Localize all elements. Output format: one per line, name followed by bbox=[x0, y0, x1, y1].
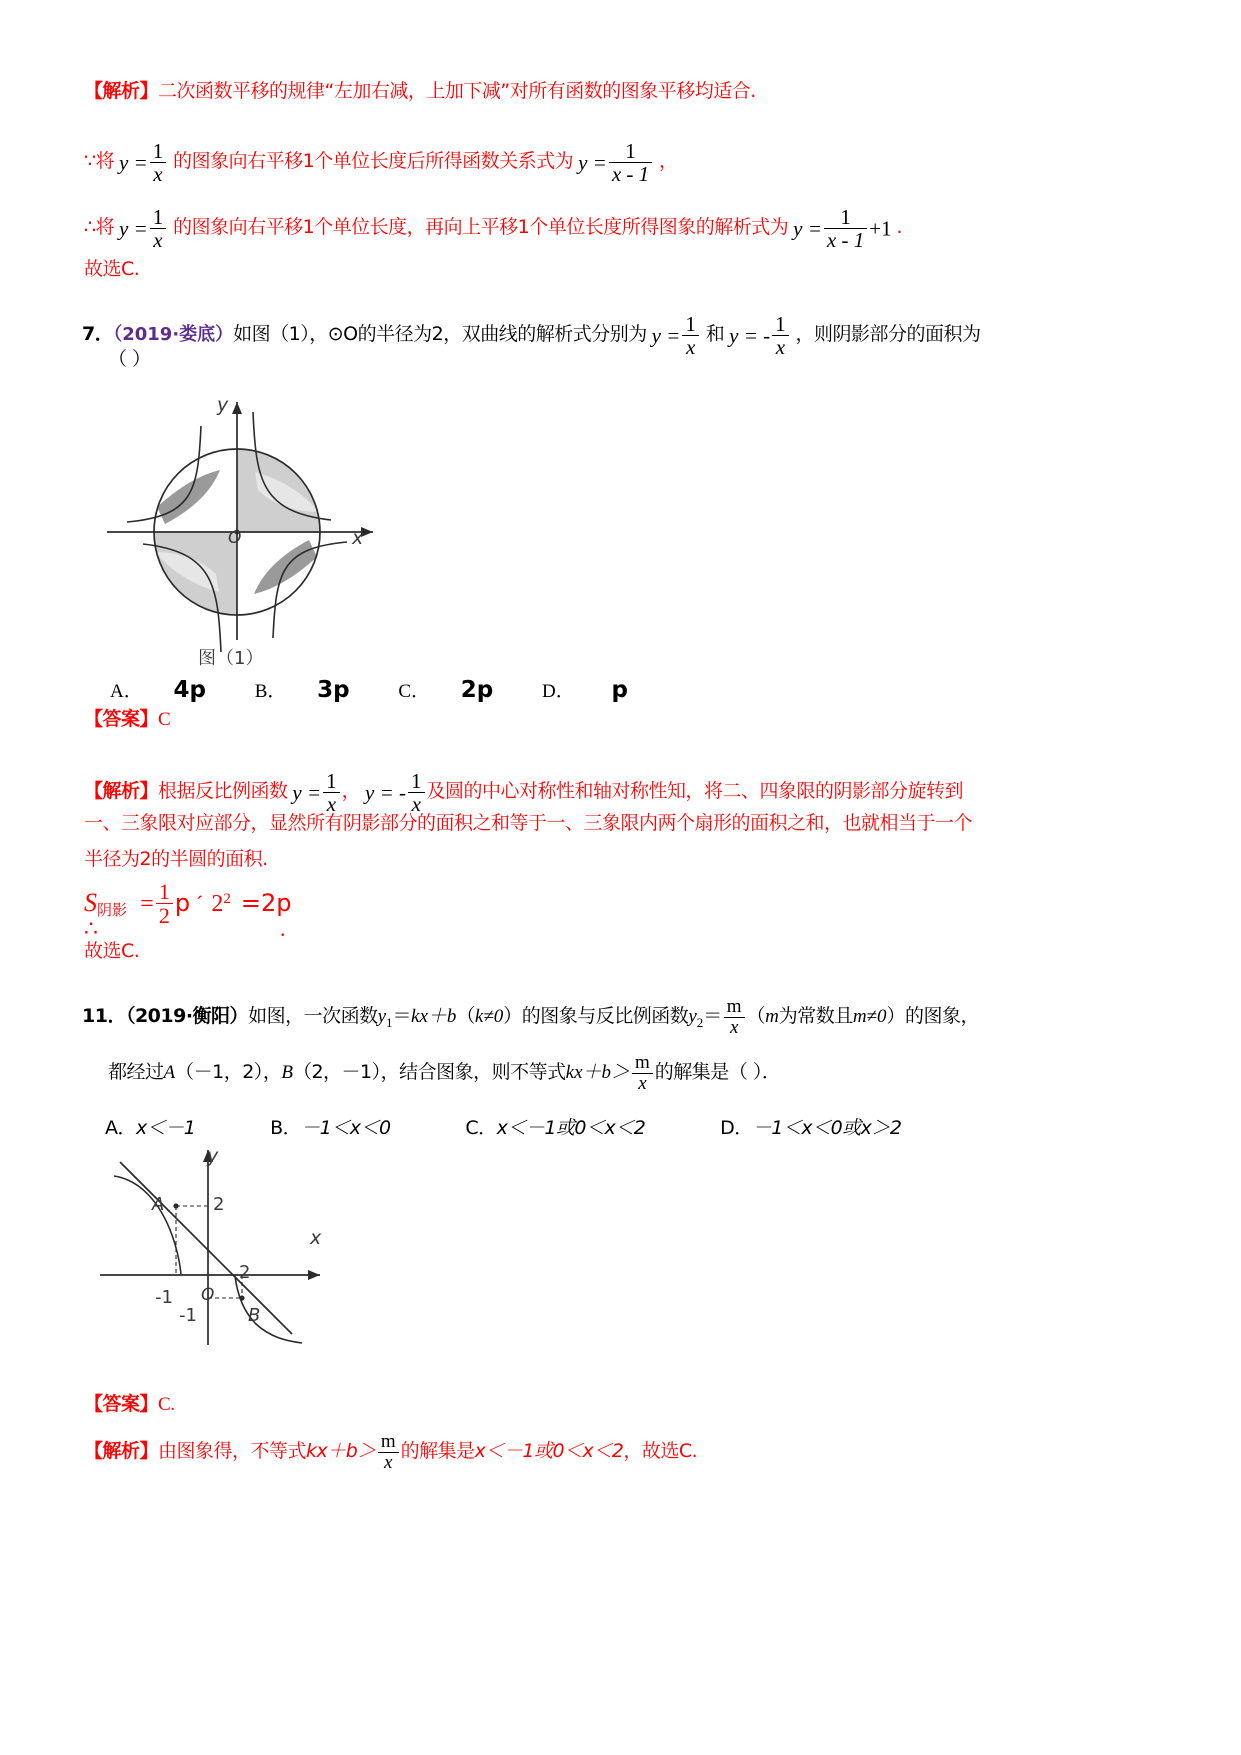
problem7-formula-2: y = - $\frac{1}{x}$ bbox=[729, 313, 791, 358]
fraction-m-over-x-2: $\frac{m}{x}$ bbox=[630, 1053, 655, 1094]
problem7-option-d-label[interactable]: D． bbox=[542, 681, 575, 702]
S-symbol: S bbox=[84, 888, 97, 917]
problem7-conclusion: 故选C. bbox=[84, 940, 140, 962]
point-A-coords: （－1，2） bbox=[175, 1060, 263, 1083]
problem7-option-a-label[interactable]: A． bbox=[110, 681, 143, 702]
S-subscript: 阴影 bbox=[97, 901, 128, 919]
top-explanation-conclusion: 故选C. bbox=[84, 258, 140, 280]
comma-sep: ， bbox=[262, 1060, 282, 1083]
therefore-prefix-2: ∴将 bbox=[84, 216, 115, 239]
problem11-tick-x-2: 2 bbox=[239, 1262, 251, 1283]
trailing-period: . bbox=[896, 216, 902, 239]
problem11-stem-h: ）的图象， bbox=[886, 1004, 979, 1027]
m-symbol: m bbox=[765, 1005, 779, 1027]
problem11-tick-y-neg1: -1 bbox=[179, 1305, 197, 1326]
problem7-explanation-line1 bbox=[84, 770, 963, 815]
problem7-figure bbox=[95, 372, 405, 662]
fraction-m-over-x-3: $\frac{m}{x}$ bbox=[376, 1432, 401, 1473]
problem11-stem-a: 如图，一次函数 bbox=[248, 1004, 378, 1027]
problem7-number: 7． bbox=[82, 323, 114, 346]
linear-function-line bbox=[120, 1162, 292, 1334]
equals-sign-2: ＝ bbox=[703, 1004, 722, 1027]
problem7-stem-text-1: 如图（1），⊙O的半径为2，双曲线的解析式分别为 bbox=[233, 323, 647, 346]
y2-subscript: 2 bbox=[696, 1014, 704, 1030]
top-explanation-line2 bbox=[84, 140, 678, 185]
k-not-zero: k≠0 bbox=[474, 1005, 504, 1027]
problem7-option-b-label[interactable]: B． bbox=[254, 681, 287, 702]
problem11-figure-svg bbox=[80, 1140, 380, 1360]
open-paren-2: （ bbox=[746, 1004, 766, 1027]
problem11-answer-line bbox=[84, 1393, 174, 1417]
problem7-option-d-value[interactable]: p bbox=[611, 677, 628, 703]
problem11-stem-line1 bbox=[82, 997, 979, 1038]
y2-symbol: y bbox=[688, 1005, 697, 1027]
m-not-zero: m≠0 bbox=[852, 1005, 887, 1027]
problem11-explanation-c: ，故选C. bbox=[623, 1439, 698, 1462]
problem7-figure-caption: 图（1） bbox=[198, 648, 264, 669]
problem7-answer-line bbox=[84, 708, 170, 732]
point-A-symbol: A bbox=[163, 1061, 176, 1083]
problem11-tick-y-2: 2 bbox=[213, 1194, 225, 1215]
problem7-stem-line1 bbox=[82, 313, 981, 358]
problem11-option-b[interactable]: B．－1＜x＜0 bbox=[270, 1117, 391, 1139]
problem7-explanation-line3: 半径为2的半圆的面积. bbox=[84, 848, 268, 870]
problem11-answer-tag: 【答案】 bbox=[84, 1393, 159, 1415]
exponent-2: 2 bbox=[223, 891, 231, 907]
point-B-coords: （2，－1） bbox=[292, 1060, 381, 1083]
therefore-prefix: ∵将 bbox=[84, 150, 115, 173]
problem11-y-axis-label: y bbox=[207, 1145, 219, 1167]
problem11-figure bbox=[80, 1140, 380, 1360]
formula-one-over-x: y = $\frac{1}{x}$ bbox=[119, 140, 168, 185]
times-glyph: ´ bbox=[196, 891, 204, 916]
problem11-option-d[interactable]: D．－1＜x＜0或x＞2 bbox=[720, 1117, 902, 1139]
problem7-option-a-value[interactable]: 4p bbox=[173, 677, 206, 703]
problem11-x-axis-label: x bbox=[310, 1227, 322, 1249]
problem11-stem-g: 为常数且 bbox=[778, 1004, 853, 1027]
problem7-formula-1: y = $\frac{1}{x}$ bbox=[652, 313, 701, 358]
inequality-lhs: kx＋b＞ bbox=[565, 1061, 631, 1083]
problem7-explanation-line2: 一、三象限对应部分，显然所有阴影部分的面积之和等于一、三象限内两个扇形的面积之和，也就相当于一个 bbox=[84, 812, 973, 834]
problem7-answer-tag: 【答案】 bbox=[84, 708, 159, 730]
problem11-stem-d: ）的图象与反比例函数 bbox=[503, 1004, 689, 1027]
problem7-explanation-tag: 【解析】 bbox=[84, 780, 159, 803]
problem11-source: （2019·衡阳） bbox=[125, 1004, 249, 1027]
equals-sign-1: ＝ bbox=[392, 1004, 412, 1027]
top-explanation-line1 bbox=[84, 80, 756, 103]
formula-one-over-x-2: y = $\frac{1}{x}$ bbox=[119, 206, 168, 251]
y-axis-arrow bbox=[232, 402, 242, 414]
problem11-origin-label: O bbox=[201, 1285, 215, 1305]
fraction-m-over-x-1: $\frac{m}{x}$ bbox=[722, 997, 747, 1038]
problem11-stem2-a: 都经过 bbox=[108, 1060, 164, 1083]
top-explanation-line3 bbox=[84, 206, 902, 251]
problem7-period: . bbox=[280, 916, 286, 941]
problem7-stem-text-2: ，则阴影部分的面积为 bbox=[795, 323, 981, 346]
y1-symbol: y bbox=[377, 1005, 387, 1027]
problem11-explanation-b: 的解集是 bbox=[400, 1439, 475, 1462]
problem11-option-a[interactable]: A．x＜－1 bbox=[105, 1117, 196, 1139]
problem7-option-b-value[interactable]: 3p bbox=[317, 677, 350, 703]
problem7-explanation-formula-1: y = $\frac{1}{x}$ bbox=[292, 770, 341, 815]
problem7-stem-and: 和 bbox=[705, 323, 725, 346]
problem7-x-axis-label: x bbox=[352, 527, 364, 549]
problem11-number: 11． bbox=[82, 1004, 126, 1027]
problem11-stem2-c: 的解集是（ ）． bbox=[654, 1060, 781, 1083]
problem11-explanation-solution: x＜－1或0＜x＜2 bbox=[474, 1439, 624, 1462]
problem11-explanation-inequality: kx＋b＞ bbox=[306, 1439, 376, 1462]
open-paren-1: （ bbox=[456, 1004, 475, 1027]
pi-glyph-1: p bbox=[174, 889, 191, 917]
explanation-mid-text-2: 的图象向右平移1个单位长度，再向上平移1个单位长度所得图象的解析式为 bbox=[173, 216, 789, 239]
problem11-stem2-b: ，结合图象，则不等式 bbox=[380, 1060, 566, 1083]
formula-one-over-x-minus-1-plus-1: y = $\frac{1}{x - 1}$ +1 bbox=[793, 205, 892, 253]
problem7-explanation-lead: 根据反比例函数 bbox=[158, 780, 288, 803]
equals-1: = bbox=[140, 891, 154, 917]
problem7-origin-label: O bbox=[228, 528, 242, 548]
problem11-answer-value: C. bbox=[158, 1394, 175, 1415]
problem11-explanation-tag: 【解析】 bbox=[84, 1439, 159, 1462]
problem7-option-c-label[interactable]: C． bbox=[398, 681, 431, 702]
problem7-source: （2019·娄底） bbox=[113, 324, 234, 346]
explanation-mid-text: 的图象向右平移1个单位长度后所得函数关系式为 bbox=[173, 150, 574, 173]
problem11-tick-x-neg1: -1 bbox=[155, 1287, 173, 1308]
problem7-answer-value: C bbox=[158, 709, 171, 730]
problem11-option-c[interactable]: C．x＜－1或0＜x＜2 bbox=[465, 1117, 646, 1139]
problem11-point-B-label: B bbox=[248, 1305, 261, 1326]
base-2: 2 bbox=[211, 891, 224, 917]
problem7-options bbox=[110, 676, 628, 703]
problem11-point-A-label: A bbox=[152, 1194, 165, 1215]
point-B-dot bbox=[239, 1295, 244, 1300]
problem11-options bbox=[105, 1113, 902, 1140]
point-B-symbol: B bbox=[281, 1061, 293, 1083]
problem7-explanation-tail-1: 及圆的中心对称性和轴对称性知，将二、四象限的阴影部分旋转到 bbox=[426, 780, 964, 803]
problem7-answer-paren: （ ） bbox=[108, 348, 151, 370]
problem7-figure-svg bbox=[95, 372, 405, 662]
explanation-text: 二次函数平移的规律“左加右减，上加下减”对所有函数的图象平移均适合. bbox=[158, 80, 756, 102]
explanation-tag: 【解析】 bbox=[84, 80, 159, 102]
kx-plus-b: kx＋b bbox=[411, 1005, 457, 1027]
problem7-explanation-comma: ， bbox=[341, 780, 361, 803]
x-axis-arrow bbox=[308, 1270, 320, 1280]
y1-subscript: 1 bbox=[386, 1014, 393, 1030]
problem11-explanation-line bbox=[84, 1432, 697, 1473]
problem11-stem-line2 bbox=[108, 1053, 780, 1094]
formula-one-over-x-minus-1: y = $\frac{1}{x - 1}$ bbox=[578, 140, 654, 185]
trailing-comma: ， bbox=[659, 150, 678, 173]
problem11-explanation-a: 由图象得，不等式 bbox=[158, 1439, 307, 1462]
problem7-y-axis-label: y bbox=[217, 394, 229, 416]
point-A-dot bbox=[173, 1203, 178, 1208]
problem7-area-formula: S阴影 = $\frac{1}{2}$ p ´ $2^2 =2p$ bbox=[84, 879, 292, 929]
problem7-option-c-value[interactable]: 2p bbox=[460, 677, 494, 703]
problem7-therefore-symbol: ∴ bbox=[84, 916, 98, 941]
problem7-explanation-formula-2: y = - $\frac{1}{x}$ bbox=[365, 770, 427, 815]
equals-2pi: =2p bbox=[240, 889, 292, 917]
